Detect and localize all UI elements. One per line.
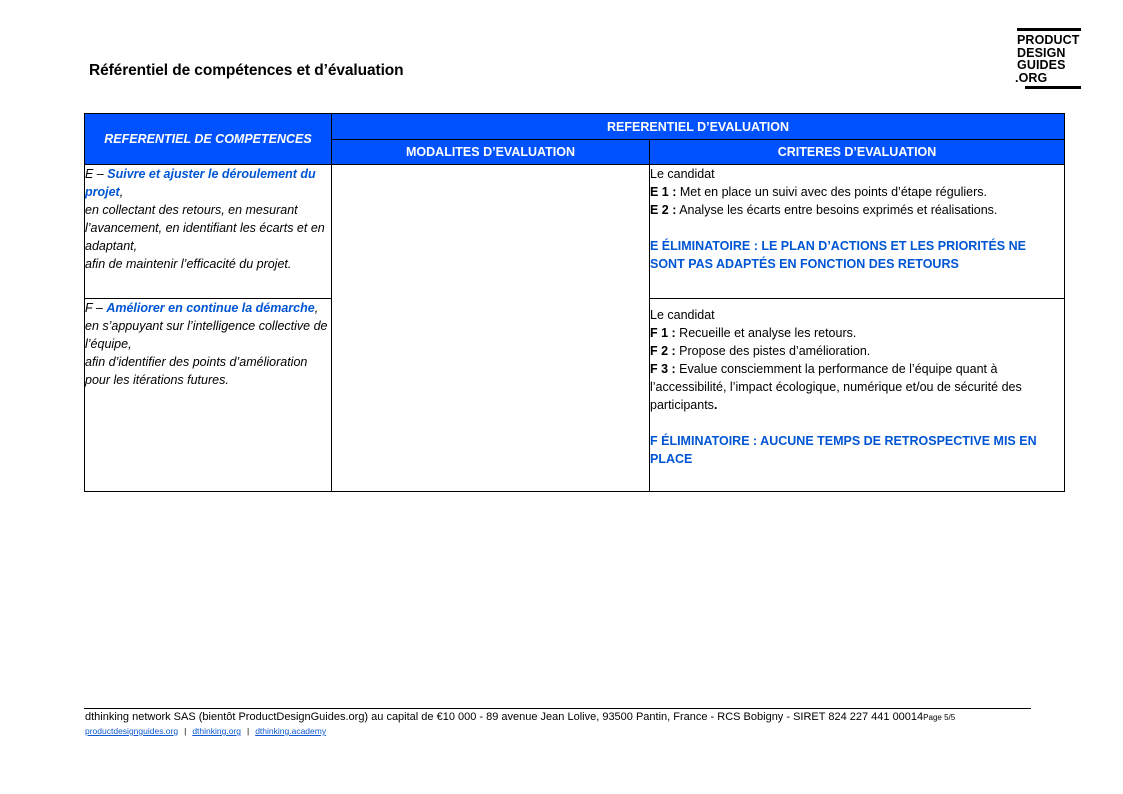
criteria-intro: Le candidat [650,167,715,181]
competence-prefix: F – [85,301,107,315]
criteria-code: F 3 : [650,362,676,376]
header-evaluation: REFERENTIEL D’EVALUATION [332,114,1065,140]
link-productdesignguides[interactable]: productdesignguides.org [85,726,179,736]
criteria-cell [650,165,1065,299]
logo-line-guides: GUIDES [1017,58,1066,72]
criteria-cell [650,299,1065,492]
competence-prefix: E – [85,167,108,181]
logo-line-design: DESIGN [1017,45,1066,60]
logo-bar-bottom [1025,86,1081,89]
criteria-code: E 2 : [650,203,677,217]
document-title: Référentiel de compétences et d’évaluation [89,62,404,79]
criteria-text: Recueille et analyse les retours. [675,326,857,340]
criteria-end-mark: . [713,398,718,412]
criteria-item [650,183,1064,201]
criteria-text: Evalue consciemment la performance de l’équipe quant à l’accessibilité, l’impact écologique, numérique et/ou de sécurité des participants [650,362,1022,412]
footer-legal [85,711,955,723]
header-competences: REFERENTIEL DE COMPETENCES [85,114,332,165]
criteria-text: Analyse les écarts entre besoins exprimés et réalisations. [676,203,998,217]
modalites-cell [332,165,650,492]
competence-title-suffix: , [314,301,319,315]
competence-cell [85,299,332,492]
criteria-item [650,201,1064,219]
criteria-text: Met en place un suivi avec des points d’étape réguliers. [676,185,988,199]
logo-line-product: PRODUCT [1017,33,1080,47]
header-modalites: MODALITES D’EVALUATION [332,140,650,165]
footer-company: dthinking network SAS (bientôt ProductDesignGuides.org) au capital de €10 000 - 89 avenue Jean Lolive, 93500 Pantin, France - RCS Bobigny - SIRET 824 227 441 00014 [85,711,924,723]
link-dthinking-org[interactable]: dthinking.org [192,726,241,736]
link-separator: | [246,726,250,736]
criteria-code: E 1 : [650,185,677,199]
logo [1010,28,1082,90]
competence-title: Améliorer en continue la démarche [106,301,315,315]
competence-body: en s’appuyant sur l’intelligence collective de l’équipe, [85,319,328,351]
criteria-item [650,360,1064,414]
footer-divider [84,708,1031,709]
logo-text [1017,34,1080,84]
criteria-intro: Le candidat [650,308,715,322]
competence-purpose: afin d’identifier des points d’amélioration pour les itérations futures. [85,355,308,387]
table-row [85,165,1065,299]
footer-links [85,726,326,736]
logo-bar-top [1017,28,1081,31]
competence-cell [85,165,332,299]
criteria-code: F 1 : [650,326,676,340]
criteria-item [650,324,1064,342]
eliminatory-criterion: E ÉLIMINATOIRE : LE PLAN D’ACTIONS ET LES PRIORITÉS NE SONT PAS ADAPTÉS EN FONCTION DES RETOURS [650,239,1026,271]
criteria-text: Propose des pistes d’amélioration. [675,344,871,358]
page-number: Page 5/5 [923,713,956,722]
competence-body: en collectant des retours, en mesurant l’avancement, en identifiant les écarts et en adaptant, [85,203,325,253]
header-criteres: CRITERES D’EVALUATION [650,140,1065,165]
competence-title-suffix: , [119,185,124,199]
competence-purpose: afin de maintenir l’efficacité du projet. [85,257,292,271]
competence-title: Suivre et ajuster le déroulement du projet [85,167,316,199]
spacer [650,219,1064,237]
criteria-item [650,342,1064,360]
link-dthinking-academy[interactable]: dthinking.academy [255,726,327,736]
eliminatory-criterion: F ÉLIMINATOIRE : AUCUNE TEMPS DE RETROSPECTIVE MIS EN PLACE [650,434,1037,466]
spacer [650,414,1064,432]
competency-table [84,113,1065,492]
link-separator: | [184,726,187,736]
logo-line-org: .ORG [1015,70,1048,85]
criteria-code: F 2 : [650,344,676,358]
